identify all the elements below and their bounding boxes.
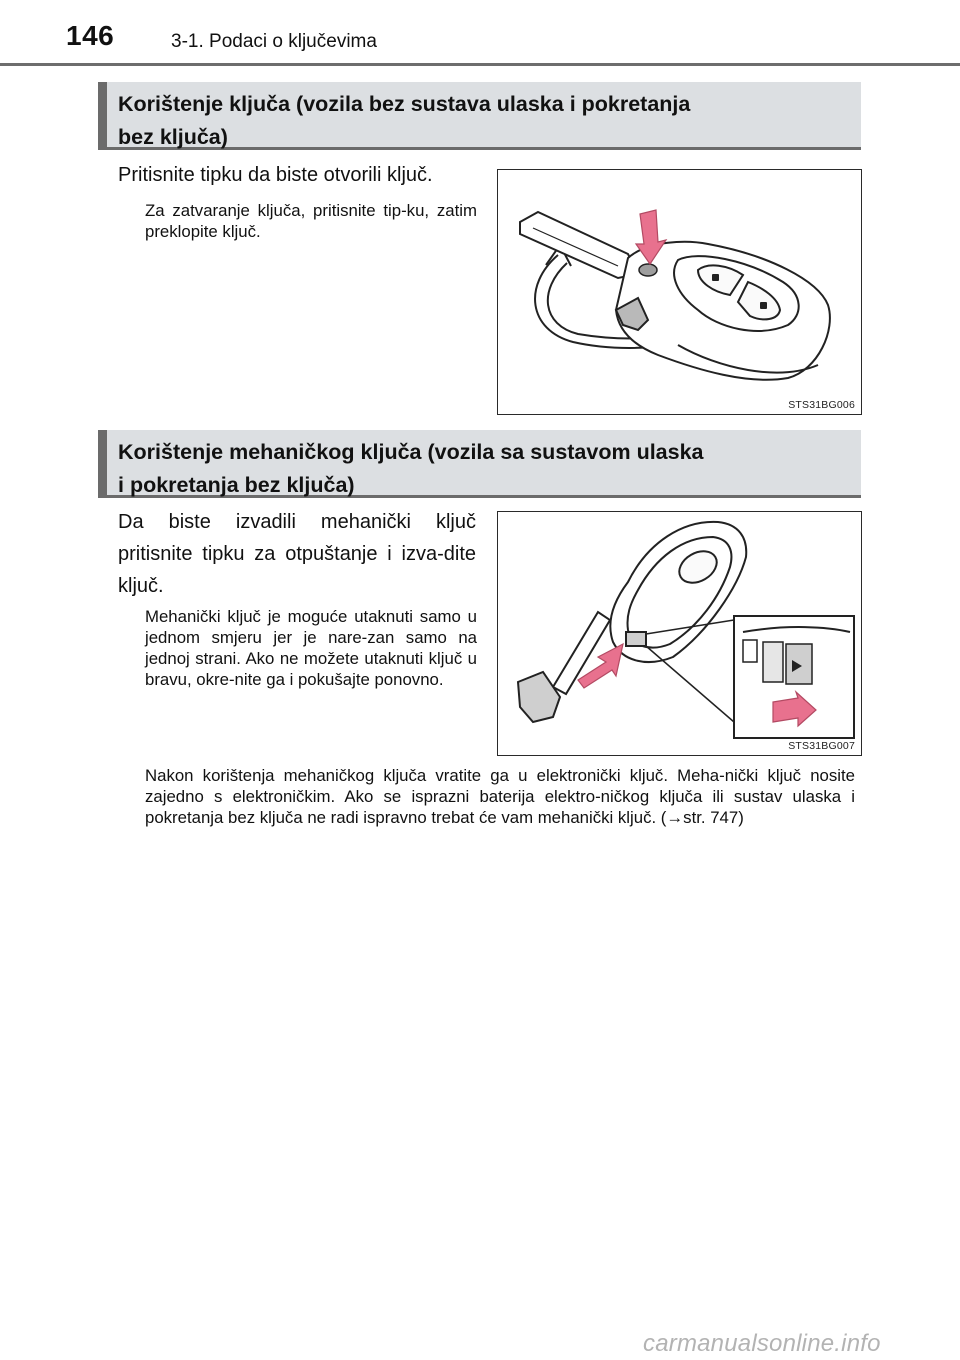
section-heading-line: i pokretanja bez ključa) <box>118 473 355 497</box>
release-button-detail <box>734 616 854 738</box>
note-close-key: Za zatvaranje ključa, pritisnite tip-ku, zatim preklopite ključ. <box>145 201 477 241</box>
figure-code: STS31BG007 <box>788 740 855 752</box>
page-header <box>0 0 960 66</box>
section-heading-line: bez ključa) <box>118 125 228 149</box>
smart-key-fob <box>610 522 746 662</box>
folding-key-illustration <box>498 170 860 413</box>
watermark: carmanualsonline.info <box>643 1330 881 1357</box>
chapter-title: 3-1. Podaci o ključevima <box>171 31 377 52</box>
smart-key-illustration <box>498 512 860 754</box>
instruction-open-key: Pritisnite tipku da biste otvorili ključ. <box>118 164 433 186</box>
figure-mechanical-key <box>497 511 862 756</box>
section-heading-mechanical-key <box>98 430 861 498</box>
body-paragraph-mechanical-key: Nakon korištenja mehaničkog ključa vratite ga u elektronički ključ. Meha-nički ključ nosite zajedno s elektroničkim. Ako se isprazni baterija elektro-ničkog ključa ili sustav ulaska i pokretanja bez ključa ne radi ispravno trebat će vam mehanički ključ. (→str. 747) <box>145 766 855 827</box>
section-heading-line: Korištenje mehaničkog ključa (vozila sa sustavom ulaska <box>118 440 704 464</box>
instruction-remove-mechanical-key: Da biste izvadili mehanički ključ pritisnite tipku za otpuštanje i izva-dite ključ. <box>118 511 476 597</box>
note-key-orientation: Mehanički ključ je moguće utaknuti samo u jednom smjeru jer je nare-zan samo na jednoj strani. Ako ne možete utaknuti ključ u bravu, okre-nite ga i pokušajte ponovno. <box>145 607 477 689</box>
figure-folding-key <box>497 169 862 415</box>
release-button <box>639 264 657 276</box>
mechanical-key <box>518 612 610 722</box>
header-rule <box>0 63 960 66</box>
page-number: 146 <box>66 20 115 51</box>
section-heading-folding-key <box>98 82 861 150</box>
key-fob-body <box>616 242 830 380</box>
section-heading-line: Korištenje ključa (vozila bez sustava ulaska i pokretanja <box>118 92 691 116</box>
figure-code: STS31BG006 <box>788 399 855 411</box>
